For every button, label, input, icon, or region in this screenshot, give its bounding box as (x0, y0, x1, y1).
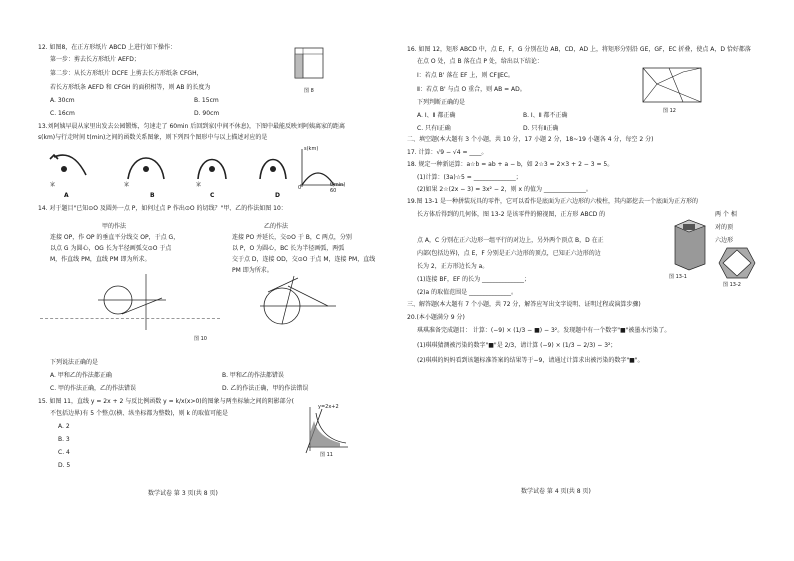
q15-option-a: A. 2 (58, 423, 70, 430)
figure-8-caption: 图 8 (304, 88, 314, 94)
q19-line5: 内部(包括边界)，点 E，F 分别是正六边形的顶点，已知正六边形的边 (417, 250, 601, 257)
q14-option-a: A. 甲和乙的作法都正确 (50, 372, 112, 379)
q16-question: 下列判断正确的是 (417, 99, 466, 106)
figure-11-graph (300, 403, 350, 455)
figure-11-line-label: y=2x+2 (318, 404, 339, 410)
q14-yi-line4: PM 即为所求。 (232, 267, 273, 274)
q14-jia-line3: M，作直线 PM，直线 PM 即为所求。 (50, 256, 151, 263)
q13-home-a: 家 (50, 182, 56, 188)
figure-12-rectangle (639, 64, 709, 108)
q14-jia-title: 甲的作法 (102, 223, 127, 230)
q13-graph-options (48, 145, 348, 197)
q16-option-a: A. Ⅰ、Ⅱ 都正确 (417, 112, 456, 119)
q19-line4: 点 A，C 分别在正六边形一组平行的对边上，另外两个顶点 B，D 在正 (417, 237, 604, 244)
q16-option-d: D. 只有Ⅱ正确 (523, 125, 559, 132)
figure-10-yi (258, 272, 338, 336)
q19-part1: (1)连接 BF，EF 的长为 ______________； (417, 276, 531, 283)
q12-option-d: D. 90cm (194, 110, 220, 117)
q15-option-b: B. 3 (58, 436, 70, 443)
page-3-footer: 数学试卷 第 3 页(共 8 页) (148, 490, 218, 497)
figure-12-caption: 图 12 (663, 108, 676, 114)
q12-step2: 第二步：从长方形纸片 DCFE 上剪去长方形纸条 CFGH， (50, 70, 203, 77)
q12-option-b: B. 15cm (194, 97, 219, 104)
figure-13-2-hexagon (717, 246, 757, 280)
q12-option-c: C. 16cm (50, 110, 75, 117)
figure-13-1-caption: 图 13-1 (669, 274, 687, 280)
q14-yi-line2: 以 P，O 为圆心，BC 长为半径画弧，两弧 (232, 245, 345, 252)
q13-axis-origin: 0 (298, 185, 302, 191)
q13-line1: 13.刘阿姨早晨从家里出发去公园锻炼，匀速走了 60min 后回到家(中间不休息)，下图中最能反映刘阿姨离家的距离 (38, 123, 345, 130)
q14-question: 下列说法正确的是 (50, 359, 99, 366)
q18-part1: (1)计算：(3a)☆5 = ______________； (417, 174, 522, 181)
q12-option-a: A. 30cm (50, 97, 75, 104)
q14-yi-line1: 连接 PO 并延长，交⊙O 于 B，C 两点，分别 (232, 234, 352, 241)
q19-line6: 长为 2，正方形边长为 a。 (417, 263, 489, 270)
q13-line2: s(km)与行走时间 t(min)之间的函数关系图象，则下列四个图形中与以上描述对应的是 (38, 134, 268, 141)
q20-part2: (2)琪琪的妈妈看到该题标准答案的结果等于−9，请通过计算求出被污染的数字"■"。 (417, 357, 644, 364)
dashed-divider (40, 318, 220, 319)
q13-option-c: C (210, 192, 215, 199)
q13-axis-t: t(min) (330, 182, 346, 188)
q12-step1: 第一步：剪去长方形纸片 AEFD； (50, 56, 140, 63)
q16-option-b: B. Ⅰ、Ⅱ 都不正确 (523, 112, 568, 119)
q14-option-b: B. 甲和乙的作法都错误 (222, 372, 284, 379)
section-2-header: 二、填空题(本大题有 3 个小题，共 10 分，17 小题 2 分，18~19 小题各 4 分，每空 2 分) (407, 136, 654, 143)
q13-axis-s: s(km) (304, 146, 319, 152)
section-3-header: 三、解答题(本大题有 7 个小题，共 72 分，解答应写出文字说明、证明过程或演算步骤) (407, 301, 641, 308)
q17: 17. 计算：√9 − √4 = ____。 (407, 149, 488, 156)
figure-13-2-caption: 图 13-2 (723, 282, 741, 288)
q13-option-a: A (64, 192, 69, 199)
q19-line1: 19.图 13-1 是一种拼装玩具的零件，它可以看作是底面为正六边形的六棱柱，其内部挖去一个底面为正方形的 (407, 198, 698, 205)
q14-yi-title: 乙的作法 (264, 223, 289, 230)
figure-13-1-prism (663, 216, 717, 274)
q15-option-d: D. 5 (58, 462, 71, 469)
figure-11-caption: 图 11 (320, 452, 333, 458)
q19-part2: (2)a 的取值范围是 ______________。 (417, 289, 517, 296)
q12-stem: 12. 如图8，在正方形纸片 ABCD 上进行如下操作： (38, 44, 177, 51)
q19-line4b: 六边形 (715, 237, 734, 244)
q14-yi-line3: 交于点 D，连接 OD，交⊙O 于点 M，连接 PM，直线 (232, 256, 376, 263)
q19-line2: 长方体后得到的几何体，图 13-2 是该零件的俯视图，正方形 ABCD 的 (417, 211, 606, 218)
q13-option-b: B (150, 192, 155, 199)
q16-line1: 16. 如图 12，矩形 ABCD 中，点 E，F，G 分别在边 AB，CD，AD 上，将矩形分别沿 GE，GF，EC 折叠，使点 A，D 恰好都落 (407, 46, 751, 53)
q13-home-c: 家 (196, 182, 202, 188)
q16-option-c: C. 只有Ⅰ正确 (417, 125, 451, 132)
q16-line2: 在点 O 处，点 B 落在点 P 处，给出以下结论： (417, 58, 543, 65)
q20-line1: 琪琪准备完成题目： 计算：(−9) × (1/3 − ■) − 3²。发现题中有一个数字"■"被墨水污染了。 (417, 327, 671, 334)
q14-option-c: C. 甲的作法正确，乙的作法错误 (50, 385, 137, 392)
figure-10-jia (96, 272, 166, 336)
page-4-footer: 数学试卷 第 4 页(共 8 页) (521, 488, 591, 495)
q20-title: 20.(本小题满分 9 分) (407, 314, 465, 321)
q19-line3: 对的顶 (715, 224, 734, 231)
q14-jia-line1: 连接 OP，作 OP 的垂直平分线交 OP，于点 G， (50, 234, 180, 241)
q18-part2: (2)如果 2☆(2x − 3) = 3x² − 2，则 x 的值为 ______________。 (417, 186, 592, 193)
q13-axis-60: 60 (330, 188, 337, 194)
q19-line2b: 两 个 相 (715, 211, 737, 218)
q16-conclusion-1: Ⅰ：若点 B' 落在 EF 上，则 CF∥EC。 (417, 72, 514, 79)
q13-home-b: 家 (124, 182, 130, 188)
q14-jia-line2: 以点 G 为圆心，OG 长为半径画弧交⊙O 于点 (50, 245, 172, 252)
q15-line2: 不包括边界)有 5 个整点(横、纵坐标都为整数)，则 k 的取值可能是 (50, 410, 228, 417)
q15-line1: 15. 如图 11，直线 y = 2x + 2 与反比例函数 y = k/x(x>0)的图象与两坐标轴之间的阴影部分( (38, 398, 294, 405)
figure-10-caption: 图 10 (194, 336, 207, 342)
q12-step3: 若长方形纸条 AEFD 和 CFGH 的面积相等，则 AB 的长度为 (50, 84, 211, 91)
q14-stem: 14. 对于题目"已知⊙O 及圆外一点 P，如何过点 P 作出⊙O 的切线？"甲、乙的作法如图 10： (38, 205, 287, 212)
q15-option-c: C. 4 (58, 449, 70, 456)
page-4 (397, 0, 794, 561)
q16-conclusion-2: Ⅱ：若点 B' 与点 O 重合，则 AB = AD。 (417, 86, 526, 93)
q14-option-d: D. 乙的作法正确，甲的作法错误 (222, 385, 309, 392)
q13-option-d: D (275, 192, 280, 199)
q20-part1: (1)琪琪猜测被污染的数字"■"是 2/3，请计算 (−9) × (1/3 − 2/3) − 3²； (417, 342, 617, 349)
q18-stem: 18. 规定一种新运算：a☆b = ab + a − b，如 2☆3 = 2×3 + 2 − 3 = 5。 (407, 161, 614, 168)
